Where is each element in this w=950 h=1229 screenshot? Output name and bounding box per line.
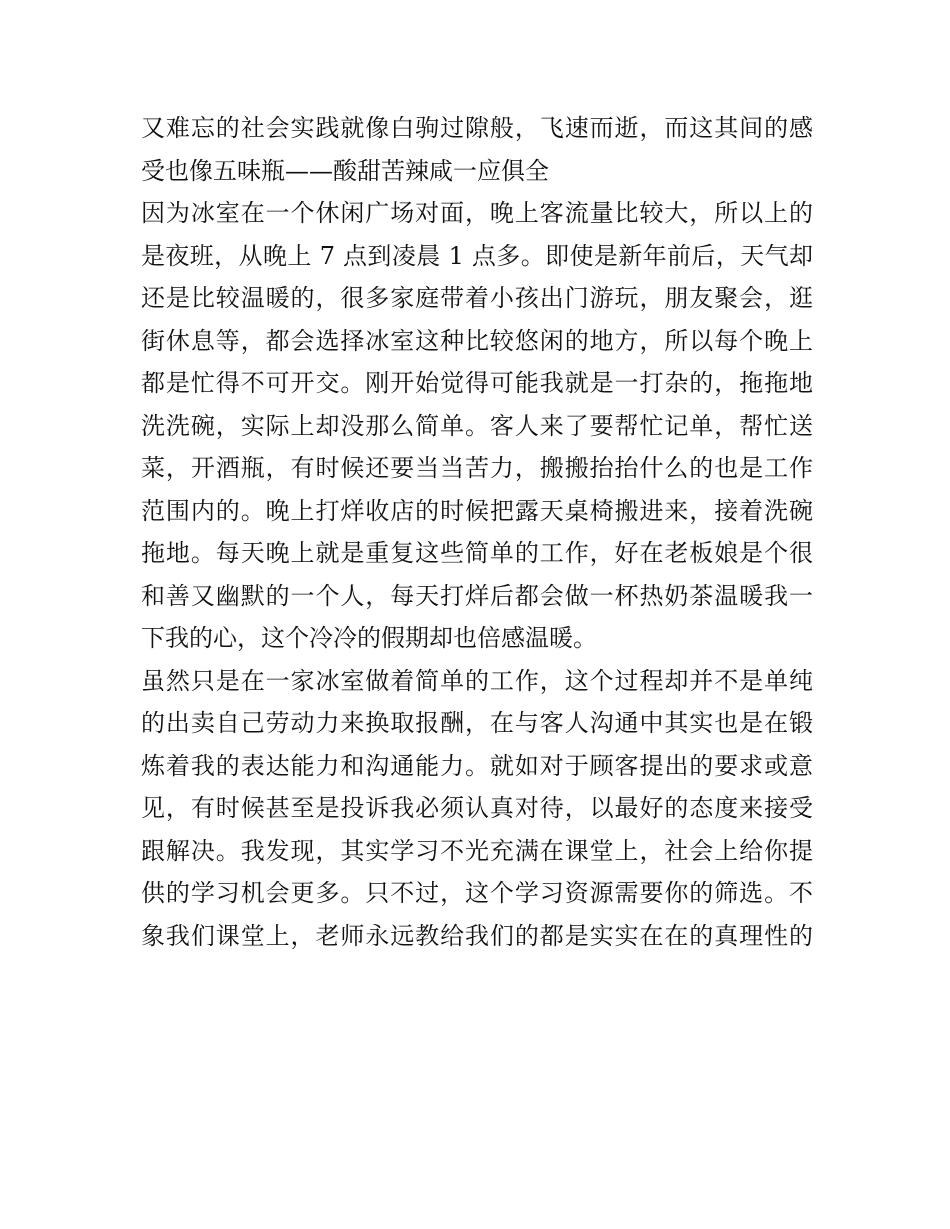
text-line: 见，有时候甚至是投诉我必须认真对待，以最好的态度来接受 [141, 794, 813, 822]
text-line: 范围内的。晚上打烊收店的时候把露天桌椅搬进来，接着洗碗 [141, 496, 813, 525]
text-line: 供的学习机会更多。只不过，这个学习资源需要你的筛选。不 [141, 879, 813, 907]
text-line: 拖地。每天晚上就是重复这些简单的工作，好在老板娘是个很 [141, 539, 813, 567]
text-line: 都是忙得不可开交。刚开始觉得可能我就是一打杂的，拖拖地 [141, 369, 813, 397]
text-line: 还是比较温暖的，很多家庭带着小孩出门游玩，朋友聚会，逛 [141, 284, 813, 312]
text-line: 是夜班，从晚上 7 点到凌晨 1 点多。即使是新年前后，天气却 [141, 241, 813, 270]
text-line: 受也像五味瓶——酸甜苦辣咸一应俱全 [141, 156, 549, 185]
text-line: 下我的心，这个冷冷的假期却也倍感温暖。 [141, 624, 597, 652]
text-line: 的出卖自己劳动力来换取报酬，在与客人沟通中其实也是在锻 [141, 709, 813, 737]
text-line: 又难忘的社会实践就像白驹过隙般，飞速而逝，而这其间的感 [141, 114, 813, 142]
body-text [141, 107, 813, 957]
text-line: 象我们课堂上，老师永远教给我们的都是实实在在的真理性的 [141, 921, 813, 950]
text-line: 炼着我的表达能力和沟通能力。就如对于顾客提出的要求或意 [141, 751, 813, 780]
text-line: 虽然只是在一家冰室做着简单的工作，这个过程却并不是单纯 [141, 666, 813, 695]
text-line: 菜，开酒瓶，有时候还要当当苦力，搬搬抬抬什么的也是工作 [141, 454, 813, 482]
text-line: 和善又幽默的一个人，每天打烊后都会做一杯热奶茶温暖我一 [141, 581, 813, 610]
text-line: 街休息等，都会选择冰室这种比较悠闲的地方，所以每个晚上 [141, 326, 813, 355]
text-line: 洗洗碗，实际上却没那么简单。客人来了要帮忙记单，帮忙送 [141, 411, 813, 440]
text-line: 因为冰室在一个休闲广场对面，晚上客流量比较大，所以上的 [141, 199, 813, 227]
text-line: 跟解决。我发现，其实学习不光充满在课堂上，社会上给你提 [141, 836, 813, 865]
